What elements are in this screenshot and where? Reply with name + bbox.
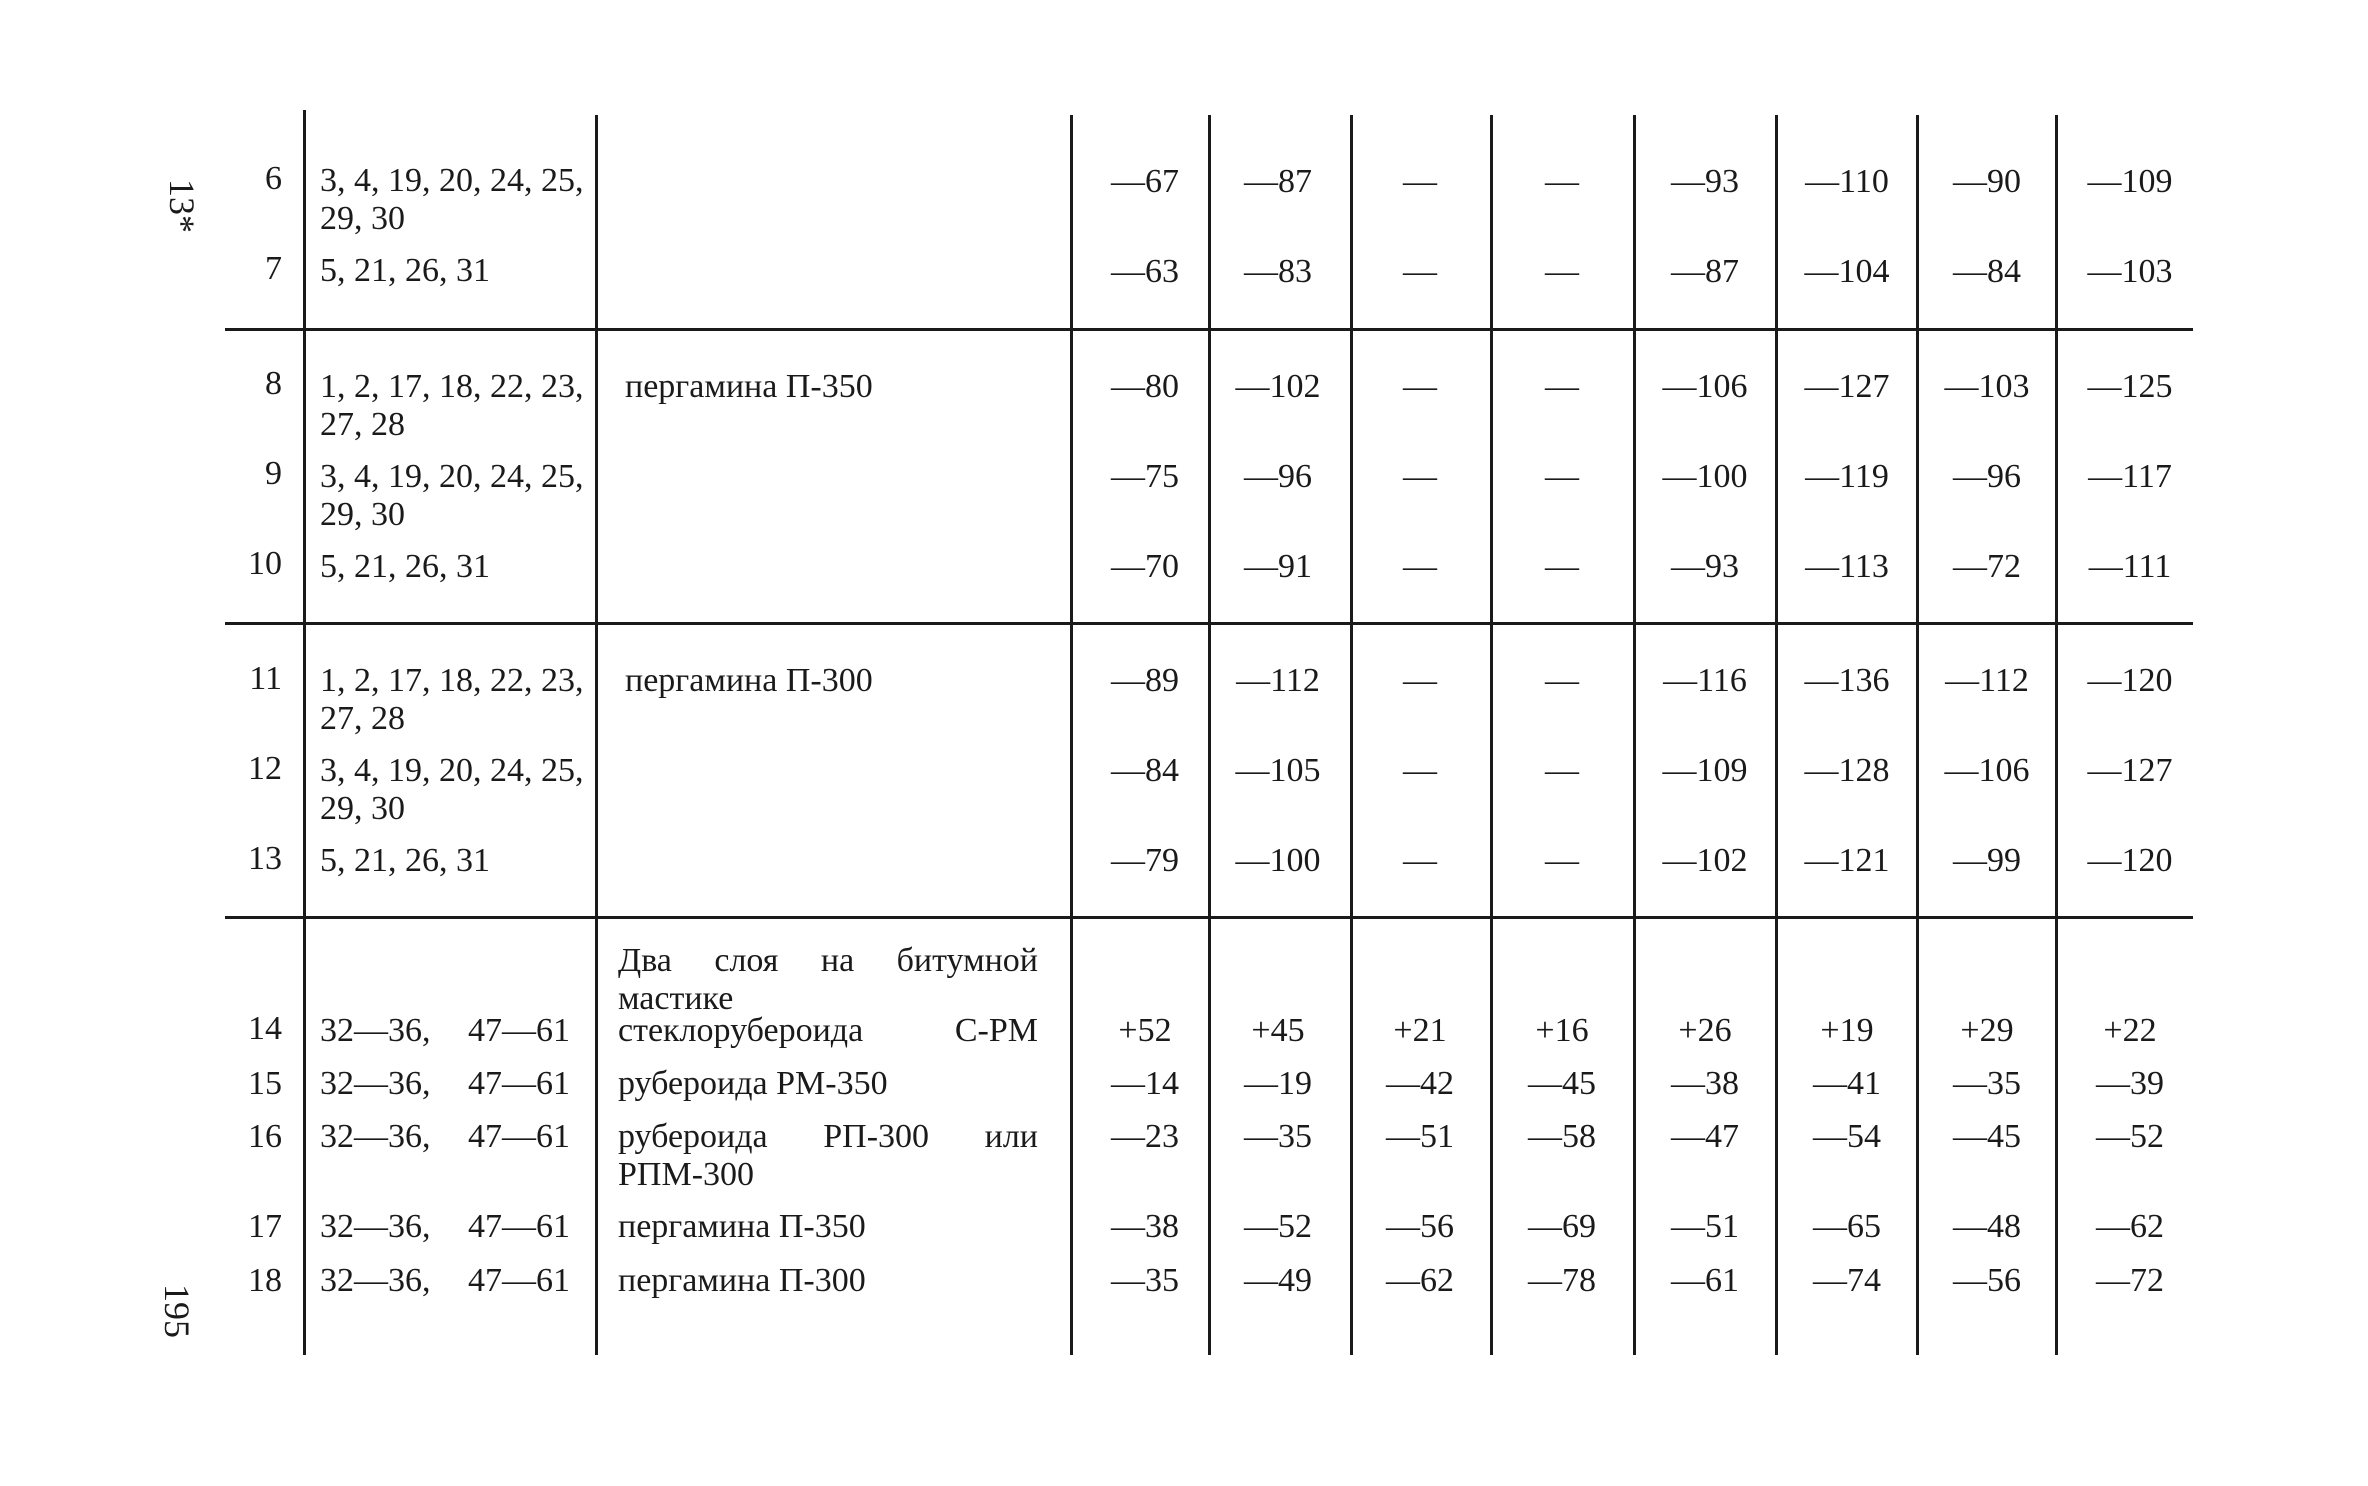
value-cell: —47 xyxy=(1671,1118,1739,1155)
value-cell: —45 xyxy=(1528,1065,1596,1102)
value-cell: —41 xyxy=(1813,1065,1881,1102)
value-cell: —109 xyxy=(1662,752,1748,789)
value-cell: — xyxy=(1545,458,1579,495)
row-number: 13 xyxy=(248,840,282,877)
col-rule xyxy=(1775,115,1778,1355)
block-heading: Два слоя на битумной мастике xyxy=(618,942,1038,1017)
block-separator xyxy=(225,328,2193,331)
value-cell: —89 xyxy=(1111,662,1179,699)
value-cell: —100 xyxy=(1235,842,1321,879)
value-cell: —80 xyxy=(1111,368,1179,405)
col-rule xyxy=(2055,115,2058,1355)
value-cell: —117 xyxy=(2088,458,2172,495)
value-cell: —90 xyxy=(1953,163,2021,200)
value-cell: —74 xyxy=(1813,1262,1881,1299)
row-number: 12 xyxy=(248,750,282,787)
value-cell: —45 xyxy=(1953,1118,2021,1155)
row-number: 9 xyxy=(265,455,282,492)
value-cell: —65 xyxy=(1813,1208,1881,1245)
row-number: 15 xyxy=(248,1065,282,1102)
value-cell: —19 xyxy=(1244,1065,1312,1102)
value-cell: — xyxy=(1403,752,1437,789)
material-label: пергамина П-350 xyxy=(625,368,873,405)
row-number: 18 xyxy=(248,1262,282,1299)
value-cell: —61 xyxy=(1671,1262,1739,1299)
value-cell: —69 xyxy=(1528,1208,1596,1245)
row-points: 3, 4, 19, 20, 24, 25, 29, 30 xyxy=(320,162,584,237)
value-cell: — xyxy=(1545,253,1579,290)
value-cell: —125 xyxy=(2087,368,2173,405)
value-cell: — xyxy=(1545,752,1579,789)
page-number: 195 xyxy=(157,1284,197,1338)
row-points: 32—36, 47—61 xyxy=(320,1118,570,1155)
value-cell: —51 xyxy=(1386,1118,1454,1155)
row-points: 32—36, 47—61 xyxy=(320,1012,570,1049)
row-points: 1, 2, 17, 18, 22, 23, 27, 28 xyxy=(320,662,584,737)
row-number: 8 xyxy=(265,365,282,402)
material-label: пергамина П-350 xyxy=(618,1208,866,1245)
value-cell: —54 xyxy=(1813,1118,1881,1155)
value-cell: —72 xyxy=(1953,548,2021,585)
value-cell: —111 xyxy=(2088,548,2172,585)
value-cell: —14 xyxy=(1111,1065,1179,1102)
value-cell: —35 xyxy=(1244,1118,1312,1155)
value-cell: —84 xyxy=(1953,253,2021,290)
value-cell: +16 xyxy=(1535,1012,1589,1049)
value-cell: —127 xyxy=(2087,752,2173,789)
value-cell: —75 xyxy=(1111,458,1179,495)
page-header-mark: 13* xyxy=(162,179,202,233)
value-cell: —102 xyxy=(1235,368,1321,405)
value-cell: — xyxy=(1545,548,1579,585)
value-cell: — xyxy=(1545,662,1579,699)
value-cell: — xyxy=(1403,368,1437,405)
value-cell: +22 xyxy=(2103,1012,2157,1049)
value-cell: —78 xyxy=(1528,1262,1596,1299)
row-points: 32—36, 47—61 xyxy=(320,1262,570,1299)
material-label: рубероида РП-300 или РПМ-300 xyxy=(618,1118,1038,1193)
value-cell: —96 xyxy=(1244,458,1312,495)
value-cell: —49 xyxy=(1244,1262,1312,1299)
value-cell: —38 xyxy=(1671,1065,1739,1102)
value-cell: — xyxy=(1545,368,1579,405)
value-cell: —62 xyxy=(2096,1208,2164,1245)
value-cell: — xyxy=(1403,548,1437,585)
value-cell: —35 xyxy=(1953,1065,2021,1102)
value-cell: +52 xyxy=(1118,1012,1172,1049)
value-cell: +21 xyxy=(1393,1012,1447,1049)
value-cell: —42 xyxy=(1386,1065,1454,1102)
value-cell: — xyxy=(1545,842,1579,879)
value-cell: —56 xyxy=(1386,1208,1454,1245)
value-cell: —121 xyxy=(1804,842,1890,879)
value-cell: —110 xyxy=(1805,163,1889,200)
row-number: 16 xyxy=(248,1118,282,1155)
col-rule xyxy=(595,115,598,1355)
row-points: 32—36, 47—61 xyxy=(320,1065,570,1102)
block-separator xyxy=(225,916,2193,919)
col-rule xyxy=(1633,115,1636,1355)
value-cell: —84 xyxy=(1111,752,1179,789)
value-cell: —72 xyxy=(2096,1262,2164,1299)
value-cell: —93 xyxy=(1671,548,1739,585)
value-cell: —52 xyxy=(1244,1208,1312,1245)
value-cell: —23 xyxy=(1111,1118,1179,1155)
value-cell: —35 xyxy=(1111,1262,1179,1299)
value-cell: —87 xyxy=(1244,163,1312,200)
row-points: 3, 4, 19, 20, 24, 25, 29, 30 xyxy=(320,458,584,533)
material-label: пергамина П-300 xyxy=(625,662,873,699)
col-rule xyxy=(1350,115,1353,1355)
value-cell: +29 xyxy=(1960,1012,2014,1049)
value-cell: —120 xyxy=(2087,842,2173,879)
col-rule xyxy=(1070,115,1073,1355)
value-cell: — xyxy=(1403,253,1437,290)
material-label: стеклорубероида С-РМ xyxy=(618,1012,1038,1049)
value-cell: —136 xyxy=(1804,662,1890,699)
value-cell: —70 xyxy=(1111,548,1179,585)
block-separator xyxy=(225,622,2193,625)
value-cell: —106 xyxy=(1944,752,2030,789)
value-cell: —112 xyxy=(1945,662,2029,699)
value-cell: —87 xyxy=(1671,253,1739,290)
row-points: 5, 21, 26, 31 xyxy=(320,842,490,879)
value-cell: —112 xyxy=(1236,662,1320,699)
value-cell: —120 xyxy=(2087,662,2173,699)
value-cell: —83 xyxy=(1244,253,1312,290)
value-cell: — xyxy=(1403,662,1437,699)
row-number: 7 xyxy=(265,250,282,287)
value-cell: — xyxy=(1545,163,1579,200)
value-cell: —52 xyxy=(2096,1118,2164,1155)
value-cell: —99 xyxy=(1953,842,2021,879)
value-cell: +45 xyxy=(1251,1012,1305,1049)
value-cell: —96 xyxy=(1953,458,2021,495)
row-number: 14 xyxy=(248,1010,282,1047)
value-cell: —104 xyxy=(1804,253,1890,290)
row-points: 3, 4, 19, 20, 24, 25, 29, 30 xyxy=(320,752,584,827)
row-number: 10 xyxy=(248,545,282,582)
value-cell: —102 xyxy=(1662,842,1748,879)
value-cell: —67 xyxy=(1111,163,1179,200)
value-cell: —39 xyxy=(2096,1065,2164,1102)
value-cell: —91 xyxy=(1244,548,1312,585)
value-cell: —106 xyxy=(1662,368,1748,405)
col-rule xyxy=(1208,115,1211,1355)
row-number: 17 xyxy=(248,1208,282,1245)
value-cell: —63 xyxy=(1111,253,1179,290)
value-cell: +19 xyxy=(1820,1012,1874,1049)
row-points: 5, 21, 26, 31 xyxy=(320,548,490,585)
value-cell: —109 xyxy=(2087,163,2173,200)
col-rule xyxy=(1490,115,1493,1355)
material-label: пергамина П-300 xyxy=(618,1262,866,1299)
material-label: рубероида РМ-350 xyxy=(618,1065,888,1102)
row-number: 6 xyxy=(265,160,282,197)
value-cell: —38 xyxy=(1111,1208,1179,1245)
value-cell: —100 xyxy=(1662,458,1748,495)
value-cell: —48 xyxy=(1953,1208,2021,1245)
value-cell: —119 xyxy=(1805,458,1889,495)
value-cell: —113 xyxy=(1805,548,1889,585)
value-cell: — xyxy=(1403,842,1437,879)
value-cell: —128 xyxy=(1804,752,1890,789)
value-cell: —103 xyxy=(2087,253,2173,290)
value-cell: —79 xyxy=(1111,842,1179,879)
value-cell: —116 xyxy=(1663,662,1747,699)
row-points: 1, 2, 17, 18, 22, 23, 27, 28 xyxy=(320,368,584,443)
row-points: 5, 21, 26, 31 xyxy=(320,252,490,289)
value-cell: —103 xyxy=(1944,368,2030,405)
col-rule xyxy=(303,110,306,1355)
value-cell: +26 xyxy=(1678,1012,1732,1049)
value-cell: — xyxy=(1403,458,1437,495)
value-cell: —56 xyxy=(1953,1262,2021,1299)
value-cell: —51 xyxy=(1671,1208,1739,1245)
row-points: 32—36, 47—61 xyxy=(320,1208,570,1245)
value-cell: —58 xyxy=(1528,1118,1596,1155)
value-cell: — xyxy=(1403,163,1437,200)
value-cell: —105 xyxy=(1235,752,1321,789)
row-number: 11 xyxy=(249,660,282,697)
value-cell: —62 xyxy=(1386,1262,1454,1299)
value-cell: —127 xyxy=(1804,368,1890,405)
col-rule xyxy=(1916,115,1919,1355)
value-cell: —93 xyxy=(1671,163,1739,200)
